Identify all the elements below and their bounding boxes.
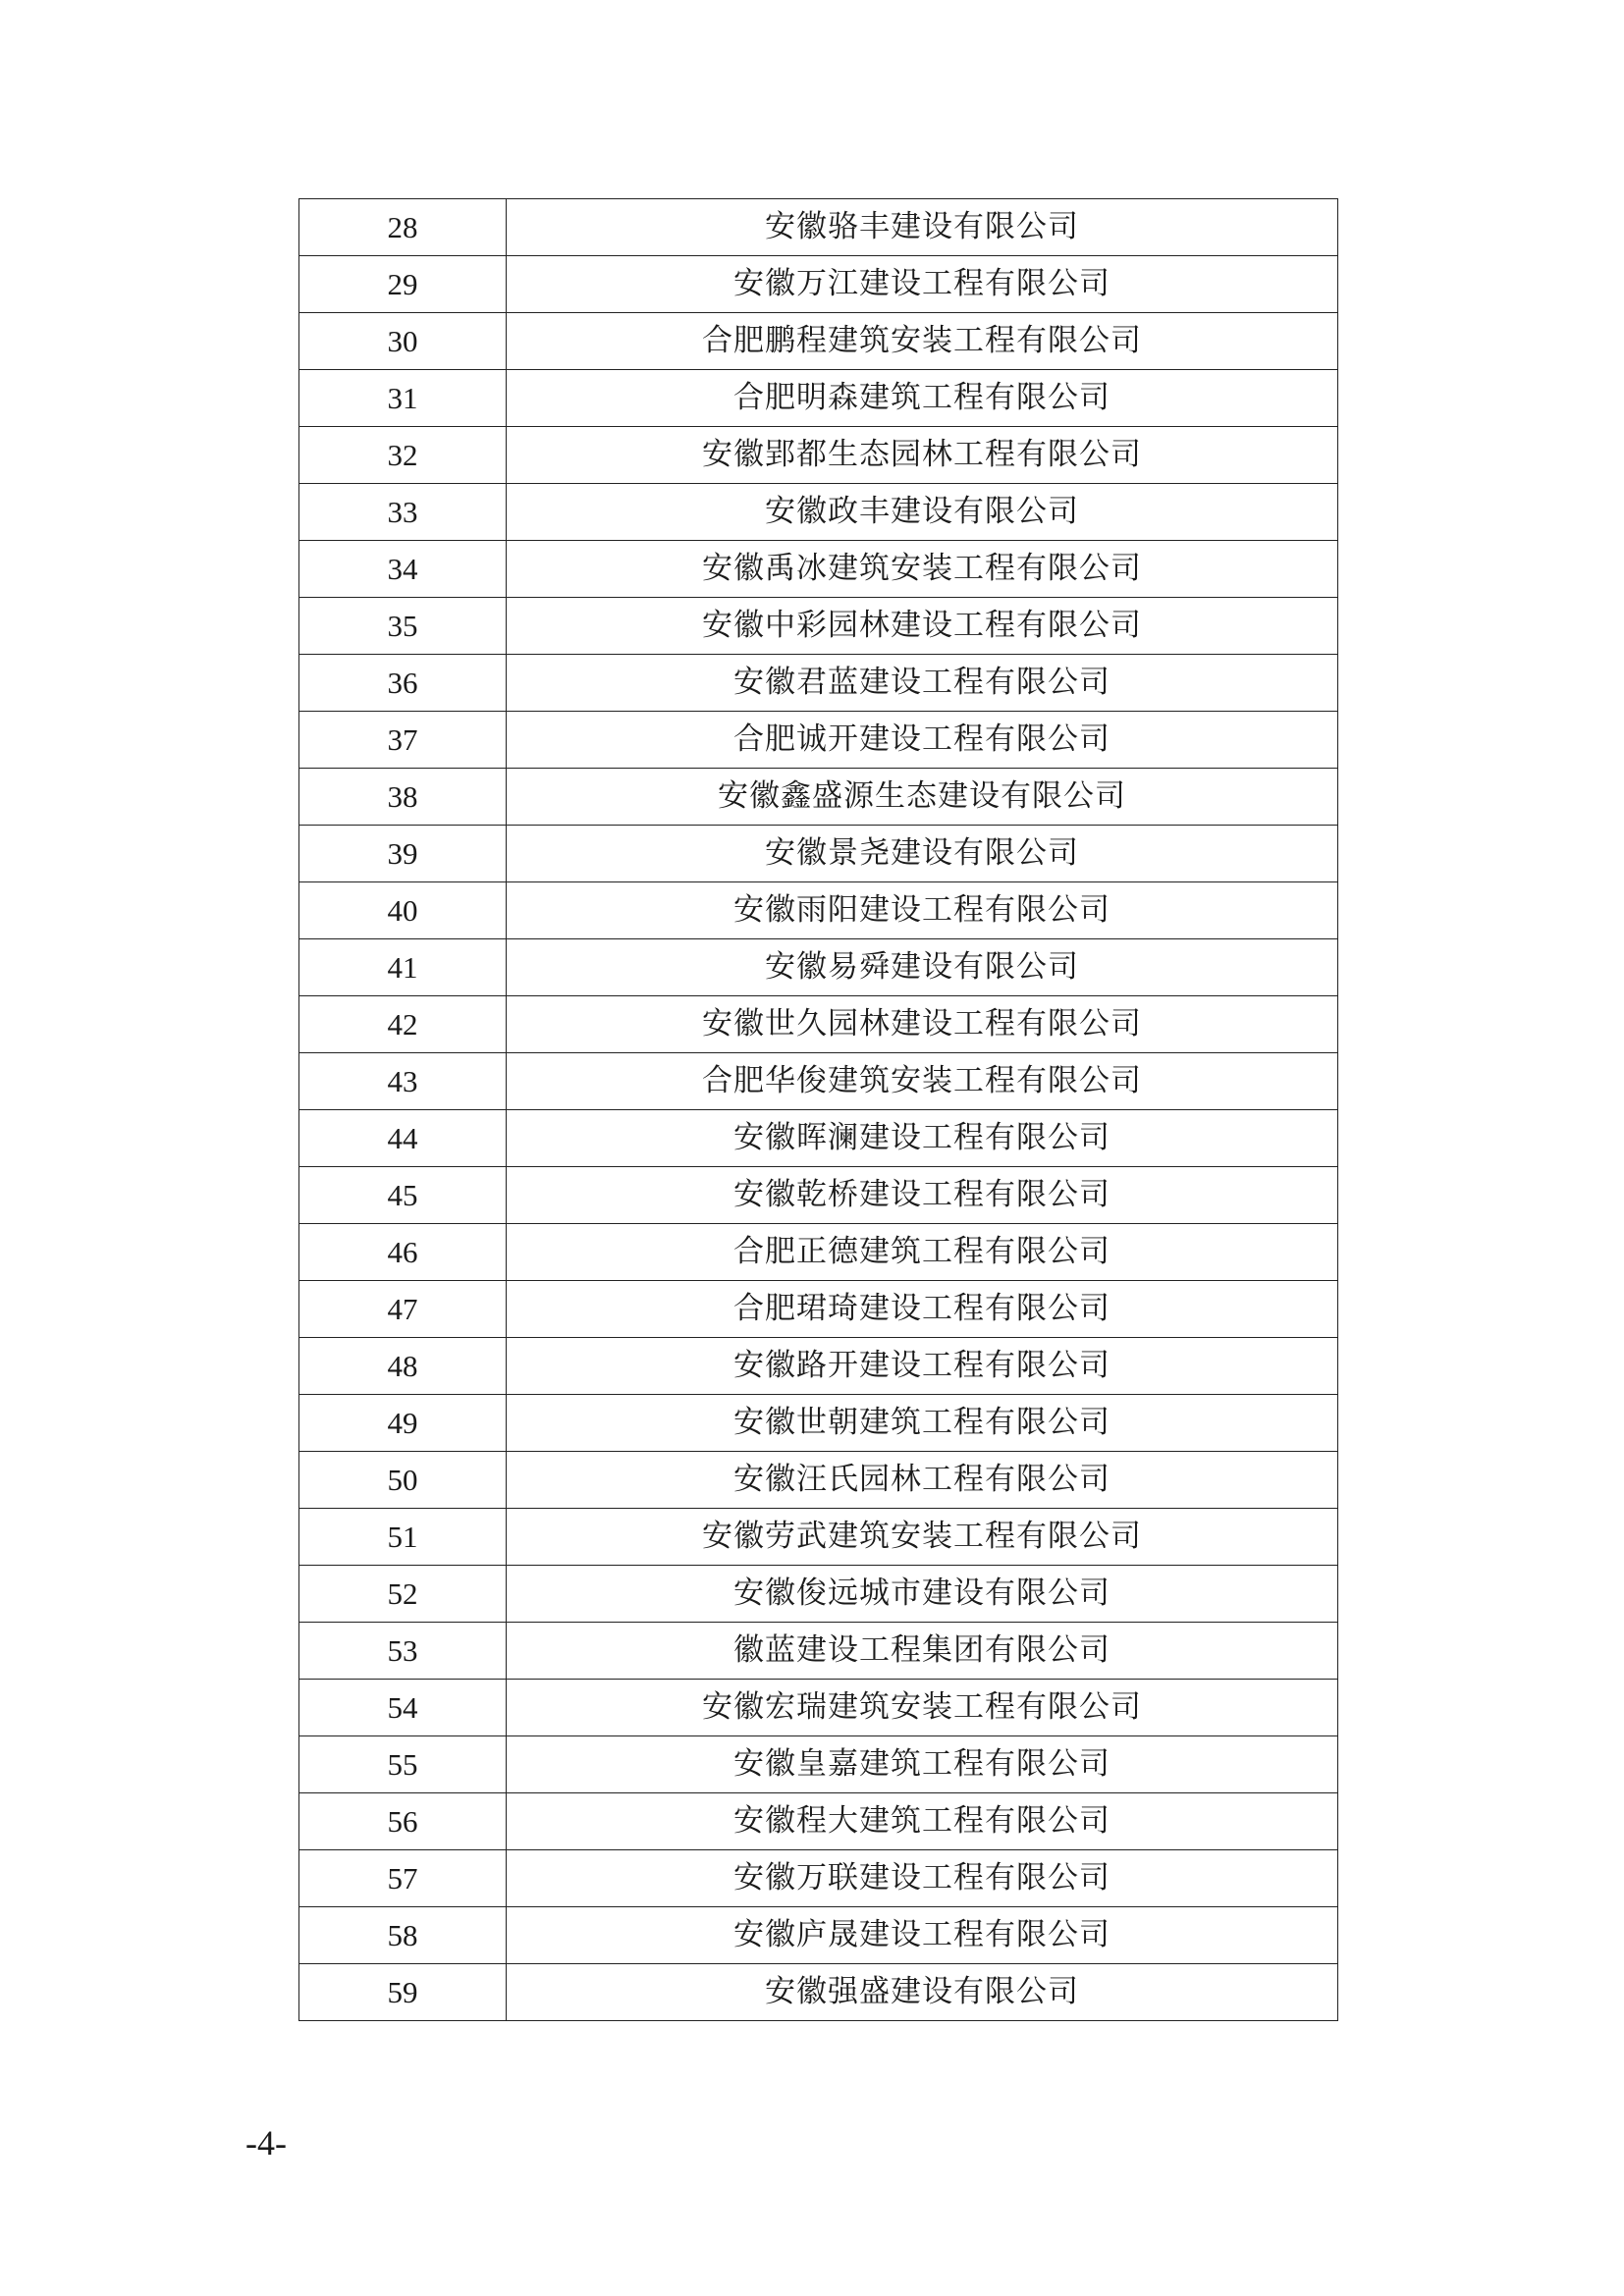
row-number-cell: 37 (299, 712, 507, 769)
row-number-cell: 34 (299, 541, 507, 598)
row-number-cell: 47 (299, 1281, 507, 1338)
company-name-cell: 安徽骆丰建设有限公司 (507, 199, 1338, 256)
table-row (299, 1224, 1338, 1281)
row-number-cell: 50 (299, 1452, 507, 1509)
company-name-cell: 合肥正德建筑工程有限公司 (507, 1224, 1338, 1281)
company-list-body (299, 199, 1338, 2021)
row-number-cell: 39 (299, 826, 507, 882)
company-name-cell: 安徽程大建筑工程有限公司 (507, 1793, 1338, 1850)
company-name-cell: 安徽路开建设工程有限公司 (507, 1338, 1338, 1395)
table-row (299, 199, 1338, 256)
row-number-cell: 45 (299, 1167, 507, 1224)
table-row (299, 313, 1338, 370)
row-number-cell: 35 (299, 598, 507, 655)
table-row (299, 1281, 1338, 1338)
table-row (299, 826, 1338, 882)
row-number-cell: 54 (299, 1680, 507, 1736)
row-number-cell: 51 (299, 1509, 507, 1566)
row-number-cell: 28 (299, 199, 507, 256)
company-name-cell: 安徽皇嘉建筑工程有限公司 (507, 1736, 1338, 1793)
row-number-cell: 57 (299, 1850, 507, 1907)
row-number-cell: 44 (299, 1110, 507, 1167)
row-number-cell: 52 (299, 1566, 507, 1623)
company-name-cell: 安徽乾桥建设工程有限公司 (507, 1167, 1338, 1224)
row-number-cell: 59 (299, 1964, 507, 2021)
row-number-cell: 32 (299, 427, 507, 484)
company-name-cell: 安徽强盛建设有限公司 (507, 1964, 1338, 2021)
company-name-cell: 安徽万江建设工程有限公司 (507, 256, 1338, 313)
table-row (299, 1566, 1338, 1623)
table-row (299, 1907, 1338, 1964)
table-row (299, 541, 1338, 598)
row-number-cell: 38 (299, 769, 507, 826)
table-row (299, 939, 1338, 996)
table-row (299, 1053, 1338, 1110)
company-name-cell: 合肥珺琦建设工程有限公司 (507, 1281, 1338, 1338)
row-number-cell: 58 (299, 1907, 507, 1964)
company-name-cell: 安徽汪氏园林工程有限公司 (507, 1452, 1338, 1509)
table-row (299, 427, 1338, 484)
company-name-cell: 安徽鑫盛源生态建设有限公司 (507, 769, 1338, 826)
company-name-cell: 徽蓝建设工程集团有限公司 (507, 1623, 1338, 1680)
table-row (299, 1167, 1338, 1224)
company-name-cell: 合肥鹏程建筑安装工程有限公司 (507, 313, 1338, 370)
table-row (299, 598, 1338, 655)
company-name-cell: 安徽俊远城市建设有限公司 (507, 1566, 1338, 1623)
table-row (299, 1964, 1338, 2021)
row-number-cell: 55 (299, 1736, 507, 1793)
company-name-cell: 安徽景尧建设有限公司 (507, 826, 1338, 882)
table-row (299, 370, 1338, 427)
table-row (299, 1509, 1338, 1566)
table-row (299, 996, 1338, 1053)
company-name-cell: 安徽郢都生态园林工程有限公司 (507, 427, 1338, 484)
table-row (299, 1395, 1338, 1452)
row-number-cell: 41 (299, 939, 507, 996)
company-name-cell: 安徽易舜建设有限公司 (507, 939, 1338, 996)
company-name-cell: 安徽劳武建筑安装工程有限公司 (507, 1509, 1338, 1566)
row-number-cell: 43 (299, 1053, 507, 1110)
company-list-table (298, 198, 1338, 2021)
row-number-cell: 40 (299, 882, 507, 939)
company-name-cell: 安徽雨阳建设工程有限公司 (507, 882, 1338, 939)
company-name-cell: 合肥华俊建筑安装工程有限公司 (507, 1053, 1338, 1110)
table-row (299, 1110, 1338, 1167)
row-number-cell: 33 (299, 484, 507, 541)
row-number-cell: 29 (299, 256, 507, 313)
row-number-cell: 53 (299, 1623, 507, 1680)
company-name-cell: 安徽中彩园林建设工程有限公司 (507, 598, 1338, 655)
table-row (299, 655, 1338, 712)
company-name-cell: 安徽万联建设工程有限公司 (507, 1850, 1338, 1907)
row-number-cell: 48 (299, 1338, 507, 1395)
table-row (299, 1623, 1338, 1680)
row-number-cell: 36 (299, 655, 507, 712)
company-name-cell: 安徽庐晟建设工程有限公司 (507, 1907, 1338, 1964)
table-row (299, 1680, 1338, 1736)
table-row (299, 712, 1338, 769)
table-row (299, 1793, 1338, 1850)
company-name-cell: 安徽禹冰建筑安装工程有限公司 (507, 541, 1338, 598)
table-row (299, 1850, 1338, 1907)
company-name-cell: 安徽晖澜建设工程有限公司 (507, 1110, 1338, 1167)
company-name-cell: 安徽宏瑞建筑安装工程有限公司 (507, 1680, 1338, 1736)
row-number-cell: 56 (299, 1793, 507, 1850)
company-name-cell: 安徽世久园林建设工程有限公司 (507, 996, 1338, 1053)
company-name-cell: 安徽君蓝建设工程有限公司 (507, 655, 1338, 712)
table-row (299, 484, 1338, 541)
row-number-cell: 49 (299, 1395, 507, 1452)
table-row (299, 1338, 1338, 1395)
company-name-cell: 合肥诚开建设工程有限公司 (507, 712, 1338, 769)
row-number-cell: 30 (299, 313, 507, 370)
company-name-cell: 安徽政丰建设有限公司 (507, 484, 1338, 541)
row-number-cell: 31 (299, 370, 507, 427)
company-name-cell: 安徽世朝建筑工程有限公司 (507, 1395, 1338, 1452)
row-number-cell: 46 (299, 1224, 507, 1281)
row-number-cell: 42 (299, 996, 507, 1053)
company-name-cell: 合肥明森建筑工程有限公司 (507, 370, 1338, 427)
page-number: -4- (245, 2123, 287, 2163)
table-row (299, 1452, 1338, 1509)
table-row (299, 1736, 1338, 1793)
table-row (299, 256, 1338, 313)
table-row (299, 769, 1338, 826)
table-row (299, 882, 1338, 939)
